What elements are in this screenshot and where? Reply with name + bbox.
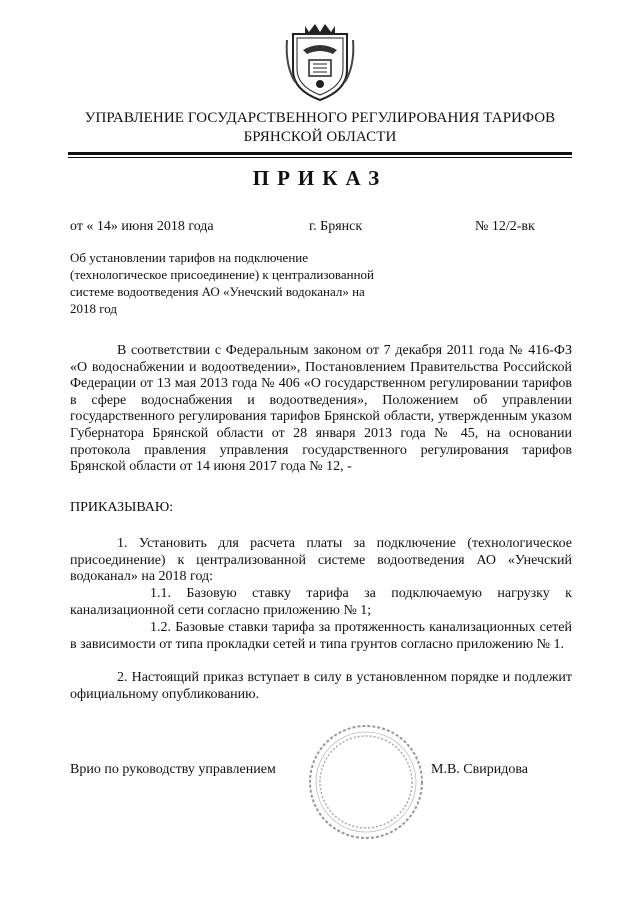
order-item-1-1 — [70, 586, 572, 619]
subject-line: Об установлении тарифов на подключение — [70, 250, 308, 265]
preamble-paragraph: В соответствии с Федеральным законом от 7 декабря 2011 года № 416-ФЗ «О водоснабжении и водоотведении», Постановлением Правительства Российской Федерации от 13 мая 2013 года № 406 «О государственном регулировании тарифов в сфере водоснабжения и водоотведения», Положением об управлении государственного регулирования тарифов Брянской области, утвержденным указом Губернатора Брянской области от 28 января 2013 года № 45, на основании протокола правления управления государственного регулирования тарифов Брянской области от 14 июня 2017 года № 12, - — [70, 343, 572, 475]
official-seal-stamp — [305, 722, 427, 842]
agency-name-line1: УПРАВЛЕНИЕ ГОСУДАРСТВЕННОГО РЕГУЛИРОВАНИЯ ТАРИФОВ — [84, 110, 556, 126]
header-rule-thick — [68, 152, 572, 155]
subject-line: системе водоотведения АО «Унечский водоканал» на — [70, 284, 365, 299]
signatory-name: М.В. Свиридова — [431, 762, 528, 777]
agency-name-line2: БРЯНСКОЙ ОБЛАСТИ — [243, 129, 397, 145]
order-word: ПРИКАЗЫВАЮ: — [70, 500, 174, 515]
document-date: от « 14» июня 2018 года — [70, 219, 214, 234]
document-subject — [70, 249, 410, 317]
coat-of-arms-emblem — [283, 20, 357, 102]
order-item-2: 2. Настоящий приказ вступает в силу в установленном порядке и подлежит официальному опубликованию. — [70, 670, 572, 702]
signatory-position: Врио по руководству управлением — [70, 762, 276, 777]
order-item-1-2 — [70, 620, 572, 653]
subject-line: 2018 год — [70, 301, 117, 316]
header-rule-thin — [68, 157, 572, 158]
order-item-1-2-text: 1.2. Базовые ставки тарифа за протяженность канализационных сетей в зависимости от типа прокладки сетей и типа грунтов согласно приложению № 1. — [70, 620, 572, 652]
order-item-1-1-text: 1.1. Базовую ставку тарифа за подключаемую нагрузку к канализационной сети согласно приложению № 1; — [70, 586, 572, 618]
document-number: № 12/2-вк — [475, 219, 535, 234]
subject-line: (технологическое присоединение) к централизованной — [70, 267, 374, 282]
document-title: ПРИКАЗ — [252, 166, 388, 190]
order-item-1: 1. Установить для расчета платы за подключение (технологическое присоединение) к централизованной системе водоотведения АО «Унечский водоканал» на 2018 год: — [70, 536, 572, 585]
document-city: г. Брянск — [309, 219, 363, 234]
